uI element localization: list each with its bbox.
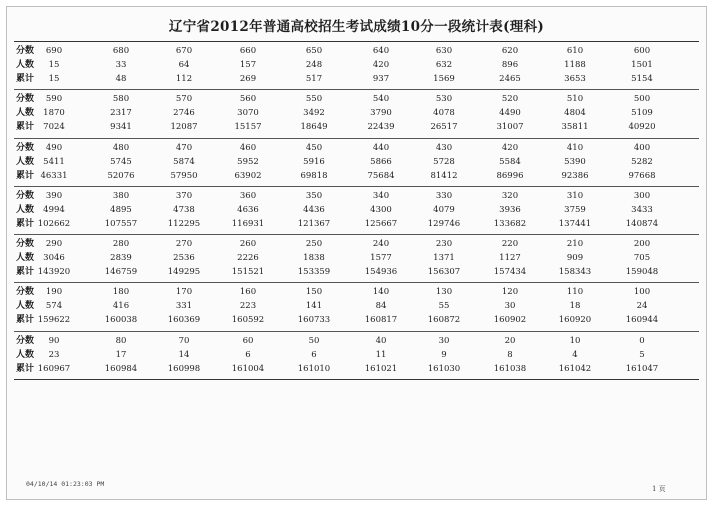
table-cell: 161010	[297, 363, 331, 374]
row-label-count: 人数	[16, 301, 35, 312]
table-cell: 161004	[231, 363, 265, 374]
table-cell: 160	[239, 287, 257, 298]
row-label-cumulative: 累计	[16, 218, 35, 229]
table-cell: 4300	[370, 204, 392, 215]
table-cell: 3070	[237, 108, 259, 119]
table-block	[14, 234, 699, 282]
row-label-score: 分数	[16, 46, 35, 56]
table-cell: 2536	[173, 253, 195, 264]
table-cell: 69818	[300, 170, 328, 181]
table-cell: 160984	[104, 363, 138, 374]
table-cell: 400	[633, 142, 651, 153]
table-cell: 3759	[564, 204, 586, 215]
table-cell: 125667	[364, 218, 398, 229]
table-cell: 12087	[170, 122, 198, 133]
table-cell: 530	[435, 94, 453, 105]
table-cell: 4078	[433, 108, 455, 119]
table-row-cumulative	[14, 73, 699, 86]
table-cell: 1870	[43, 108, 65, 119]
table-cell: 640	[372, 46, 390, 56]
table-cell: 632	[435, 60, 453, 70]
row-label-score: 分数	[16, 287, 35, 298]
table-cell: 140	[372, 287, 390, 298]
table-cell: 4895	[110, 204, 132, 215]
table-row-cumulative	[14, 218, 699, 231]
row-label-count: 人数	[16, 108, 35, 119]
table-row-score	[14, 286, 699, 299]
table-row-cumulative	[14, 314, 699, 327]
table-cell: 4994	[43, 204, 65, 215]
table-row-score	[14, 335, 699, 348]
table-cell: 540	[372, 94, 390, 105]
table-cell: 500	[633, 94, 651, 105]
table-cell: 141	[305, 301, 323, 312]
table-cell: 112295	[167, 218, 201, 229]
table-cell: 470	[175, 142, 193, 153]
table-cell: 133682	[493, 218, 527, 229]
table-block	[14, 41, 699, 89]
table-cell: 420	[372, 60, 390, 70]
table-cell: 4738	[173, 204, 195, 215]
table-cell: 160733	[297, 315, 331, 326]
table-cell: 97668	[628, 170, 656, 181]
table-cell: 1838	[303, 253, 325, 264]
row-label-count: 人数	[16, 253, 35, 264]
table-cell: 17	[115, 349, 127, 360]
table-cell: 137441	[558, 218, 592, 229]
table-cell: 2746	[173, 108, 195, 119]
table-cell: 160817	[364, 315, 398, 326]
table-cell: 130	[435, 287, 453, 298]
table-cell: 143920	[37, 267, 71, 278]
row-label-cumulative: 累计	[16, 170, 35, 181]
table-row-cumulative	[14, 266, 699, 279]
table-cell: 909	[566, 253, 584, 264]
table-cell: 102662	[37, 218, 71, 229]
table-cell: 360	[239, 190, 257, 201]
table-cell: 52076	[107, 170, 135, 181]
table-cell: 620	[501, 46, 519, 56]
table-cell: 520	[501, 94, 519, 105]
table-cell: 220	[501, 239, 519, 250]
table-cell: 5390	[564, 156, 586, 167]
table-block	[14, 89, 699, 137]
table-cell: 420	[501, 142, 519, 153]
table-row-score	[14, 190, 699, 203]
table-cell: 1569	[433, 74, 455, 84]
table-cell: 660	[239, 46, 257, 56]
table-cell: 161021	[364, 363, 398, 374]
document-title: 辽宁省2012年普通高校招生考试成绩10分一段统计表(理科)	[168, 19, 545, 35]
table-cell: 590	[45, 94, 63, 105]
table-cell: 10	[569, 335, 581, 346]
table-cell: 146759	[104, 267, 138, 278]
row-label-cumulative: 累计	[16, 122, 35, 133]
table-cell: 3936	[499, 204, 521, 215]
table-cell: 190	[45, 287, 63, 298]
row-label-count: 人数	[16, 60, 35, 70]
table-row-count	[14, 300, 699, 313]
table-cell: 121367	[297, 218, 331, 229]
table-cell: 48	[115, 74, 127, 84]
table-cell: 84	[375, 301, 387, 312]
table-cell: 300	[633, 190, 651, 201]
table-cell: 248	[305, 60, 323, 70]
table-cell: 14	[178, 349, 190, 360]
table-cell: 9341	[110, 122, 132, 133]
table-cell: 24	[636, 301, 648, 312]
table-cell: 160920	[558, 315, 592, 326]
table-cell: 160944	[625, 315, 659, 326]
table-cell: 161042	[558, 363, 592, 374]
row-label-cumulative: 累计	[16, 74, 35, 84]
table-cell: 3492	[303, 108, 325, 119]
table-cell: 22439	[367, 122, 395, 133]
table-cell: 120	[501, 287, 519, 298]
table-cell: 630	[435, 46, 453, 56]
table-cell: 46331	[40, 170, 68, 181]
table-cell: 200	[633, 239, 651, 250]
table-cell: 1188	[564, 60, 586, 70]
table-cell: 112	[175, 74, 193, 84]
table-cell: 100	[633, 287, 651, 298]
table-cell: 2839	[110, 253, 132, 264]
table-cell: 81412	[430, 170, 458, 181]
table-cell: 150	[305, 287, 323, 298]
table-cell: 560	[239, 94, 257, 105]
table-cell: 90	[48, 335, 60, 346]
row-label-count: 人数	[16, 156, 35, 167]
table-cell: 210	[566, 239, 584, 250]
table-cell: 20	[504, 335, 516, 346]
table-cell: 116931	[231, 218, 265, 229]
table-cell: 430	[435, 142, 453, 153]
table-row-cumulative	[14, 363, 699, 376]
row-label-score: 分数	[16, 335, 35, 346]
table-cell: 610	[566, 46, 584, 56]
table-cell: 5282	[631, 156, 653, 167]
table-cell: 380	[112, 190, 130, 201]
table-cell: 15	[48, 60, 60, 70]
table-cell: 5745	[110, 156, 132, 167]
table-cell: 170	[175, 287, 193, 298]
table-cell: 30	[438, 335, 450, 346]
table-cell: 5874	[173, 156, 195, 167]
table-cell: 230	[435, 239, 453, 250]
table-cell: 140874	[625, 218, 659, 229]
table-cell: 5952	[237, 156, 259, 167]
table-row-score	[14, 142, 699, 155]
table-cell: 64	[178, 60, 190, 70]
row-label-cumulative: 累计	[16, 315, 35, 326]
table-cell: 161030	[427, 363, 461, 374]
table-cell: 350	[305, 190, 323, 201]
table-cell: 86996	[496, 170, 524, 181]
table-cell: 310	[566, 190, 584, 201]
table-block	[14, 331, 699, 380]
table-row-count	[14, 349, 699, 362]
table-cell: 2465	[499, 74, 521, 84]
table-cell: 5584	[499, 156, 521, 167]
table-cell: 4490	[499, 108, 521, 119]
table-cell: 70	[178, 335, 190, 346]
table-cell: 158343	[558, 267, 592, 278]
table-cell: 480	[112, 142, 130, 153]
table-row-score	[14, 93, 699, 106]
table-cell: 269	[239, 74, 257, 84]
table-cell: 180	[112, 287, 130, 298]
table-cell: 156307	[427, 267, 461, 278]
table-cell: 1577	[370, 253, 392, 264]
score-distribution-table	[14, 41, 699, 380]
table-cell: 161047	[625, 363, 659, 374]
table-cell: 31007	[496, 122, 524, 133]
table-cell: 580	[112, 94, 130, 105]
table-cell: 1371	[433, 253, 455, 264]
table-cell: 450	[305, 142, 323, 153]
table-cell: 4804	[564, 108, 586, 119]
table-cell: 160902	[493, 315, 527, 326]
row-label-score: 分数	[16, 142, 35, 153]
table-cell: 80	[115, 335, 127, 346]
table-cell: 4	[572, 349, 578, 360]
table-row-count	[14, 107, 699, 120]
table-cell: 160038	[104, 315, 138, 326]
table-cell: 9	[441, 349, 447, 360]
table-block	[14, 282, 699, 330]
table-cell: 490	[45, 142, 63, 153]
table-cell: 320	[501, 190, 519, 201]
table-cell: 0	[639, 335, 645, 346]
table-row-count	[14, 204, 699, 217]
table-block	[14, 138, 699, 186]
table-cell: 670	[175, 46, 193, 56]
table-cell: 110	[566, 287, 584, 298]
table-cell: 160592	[231, 315, 265, 326]
table-cell: 4436	[303, 204, 325, 215]
table-cell: 60	[242, 335, 254, 346]
table-cell: 3653	[564, 74, 586, 84]
table-cell: 18649	[300, 122, 328, 133]
table-cell: 15157	[234, 122, 262, 133]
table-cell: 92386	[561, 170, 589, 181]
table-cell: 5109	[631, 108, 653, 119]
table-cell: 3790	[370, 108, 392, 119]
table-cell: 937	[372, 74, 390, 84]
table-cell: 574	[45, 301, 63, 312]
table-cell: 154936	[364, 267, 398, 278]
table-cell: 440	[372, 142, 390, 153]
table-cell: 6	[311, 349, 317, 360]
table-row-score	[14, 45, 699, 58]
table-cell: 550	[305, 94, 323, 105]
table-cell: 35811	[561, 122, 589, 133]
table-cell: 151521	[231, 267, 265, 278]
table-cell: 26517	[430, 122, 458, 133]
table-cell: 223	[239, 301, 257, 312]
table-cell: 160369	[167, 315, 201, 326]
table-cell: 330	[435, 190, 453, 201]
table-cell: 159622	[37, 315, 71, 326]
print-timestamp: 04/10/14 01:23:03 PM	[26, 480, 105, 488]
table-cell: 55	[438, 301, 450, 312]
table-cell: 510	[566, 94, 584, 105]
table-cell: 5411	[43, 156, 65, 167]
table-cell: 5866	[370, 156, 392, 167]
page-number: 1 页	[652, 485, 666, 493]
table-cell: 15	[48, 74, 60, 84]
table-cell: 517	[305, 74, 323, 84]
table-cell: 33	[115, 60, 127, 70]
table-cell: 416	[112, 301, 130, 312]
row-label-count: 人数	[16, 349, 35, 360]
table-cell: 160967	[37, 363, 71, 374]
row-label-cumulative: 累计	[16, 363, 35, 374]
row-label-count: 人数	[16, 204, 35, 215]
table-cell: 600	[633, 46, 651, 56]
table-cell: 129746	[427, 218, 461, 229]
table-cell: 18	[569, 301, 581, 312]
table-cell: 3046	[43, 253, 65, 264]
table-cell: 6	[245, 349, 251, 360]
table-cell: 57950	[170, 170, 198, 181]
row-label-cumulative: 累计	[16, 267, 35, 278]
table-cell: 896	[501, 60, 519, 70]
table-cell: 240	[372, 239, 390, 250]
table-cell: 2317	[110, 108, 132, 119]
table-cell: 3433	[631, 204, 653, 215]
table-cell: 5916	[303, 156, 325, 167]
table-cell: 50	[308, 335, 320, 346]
table-cell: 23	[48, 349, 60, 360]
table-cell: 159048	[625, 267, 659, 278]
table-cell: 11	[375, 349, 387, 360]
table-cell: 63902	[234, 170, 262, 181]
table-cell: 390	[45, 190, 63, 201]
row-label-score: 分数	[16, 239, 35, 250]
table-cell: 280	[112, 239, 130, 250]
table-cell: 290	[45, 239, 63, 250]
table-cell: 690	[45, 46, 63, 56]
table-cell: 260	[239, 239, 257, 250]
table-cell: 705	[633, 253, 651, 264]
table-cell: 331	[175, 301, 193, 312]
table-cell: 270	[175, 239, 193, 250]
table-cell: 157434	[493, 267, 527, 278]
table-cell: 157	[239, 60, 257, 70]
table-cell: 153359	[297, 267, 331, 278]
table-cell: 650	[305, 46, 323, 56]
table-cell: 5	[639, 349, 645, 360]
table-cell: 370	[175, 190, 193, 201]
table-cell: 1127	[499, 253, 521, 264]
table-cell: 8	[507, 349, 513, 360]
table-row-count	[14, 59, 699, 72]
table-cell: 160998	[167, 363, 201, 374]
table-row-count	[14, 156, 699, 169]
row-label-score: 分数	[16, 190, 35, 201]
table-cell: 340	[372, 190, 390, 201]
table-cell: 149295	[167, 267, 201, 278]
table-block	[14, 186, 699, 234]
table-cell: 1501	[631, 60, 653, 70]
table-cell: 107557	[104, 218, 138, 229]
table-cell: 5154	[631, 74, 653, 84]
table-cell: 40	[375, 335, 387, 346]
row-label-score: 分数	[16, 94, 35, 105]
table-cell: 4636	[237, 204, 259, 215]
table-cell: 75684	[367, 170, 395, 181]
table-cell: 680	[112, 46, 130, 56]
table-cell: 2226	[237, 253, 259, 264]
table-row-cumulative	[14, 121, 699, 134]
table-cell: 250	[305, 239, 323, 250]
table-cell: 30	[504, 301, 516, 312]
table-cell: 5728	[433, 156, 455, 167]
table-cell: 460	[239, 142, 257, 153]
table-row-count	[14, 252, 699, 265]
table-cell: 160872	[427, 315, 461, 326]
table-cell: 410	[566, 142, 584, 153]
table-cell: 40920	[628, 122, 656, 133]
table-row-score	[14, 238, 699, 251]
table-cell: 4079	[433, 204, 455, 215]
table-cell: 161038	[493, 363, 527, 374]
table-cell: 570	[175, 94, 193, 105]
table-row-cumulative	[14, 170, 699, 183]
table-cell: 7024	[43, 122, 65, 133]
